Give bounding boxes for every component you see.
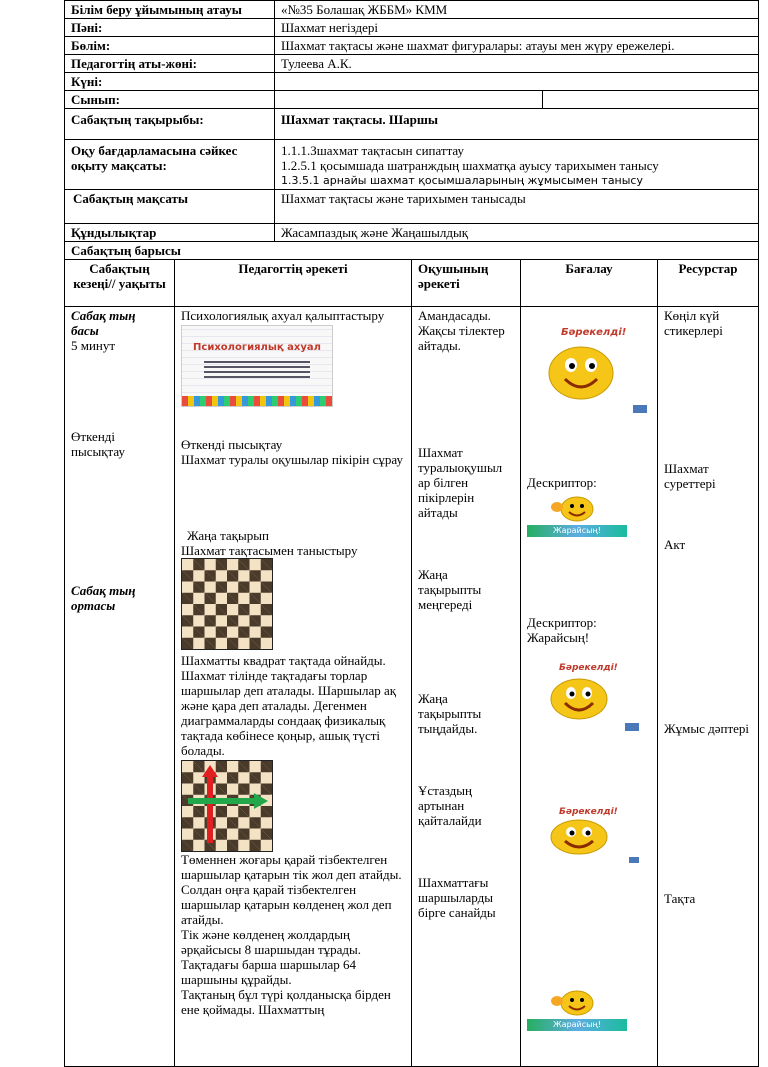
lesson-plan [64, 0, 758, 1067]
row-label: Бөлім: [65, 37, 275, 55]
horizontal-arrow-head [254, 793, 268, 809]
teacher-review-text: Шахмат туралы оқушылар пікірін сұрау [181, 452, 404, 467]
header-row [65, 1, 759, 19]
columns-row [65, 260, 759, 307]
smiley-icon-2 [545, 673, 615, 723]
row-label: Педагогтің аты-жөні: [65, 55, 275, 73]
objective-item: 1.3.5.1 арнайы шахмат қосымшаларының жұмысымен танысу [281, 174, 643, 187]
teacher-review-title: Өткенді пысықтау [181, 437, 283, 452]
resource-r3: Акт [664, 537, 686, 552]
teacher-para1: Шахматты квадрат тақтада ойнайды. Шахмат тілінде тақтадағы торлар шаршылар деп аталады. Шаршылар ақ және қара деп аталады. Дегенмен диаграммаларды сондаақ физикалық тақтада көбінесе қоңыр, ашық түсті болады. [181, 653, 397, 758]
descriptor-2-value: Жарайсың! [527, 630, 590, 645]
col-student: Оқушының әрекеті [412, 260, 521, 307]
play-icon-2 [625, 723, 639, 731]
row-value [275, 73, 759, 91]
resource-r5: Тақта [664, 891, 696, 906]
teacher-para5: Тақтаның бұл түрі қолданысқа бірден ене қоймады. Шахматтың [181, 987, 391, 1017]
smiley-icon-3 [545, 815, 615, 859]
col-teacher: Педагогтің әрекеті [175, 260, 412, 307]
header-row [65, 19, 759, 37]
jaraisyn-sticker-2 [527, 987, 627, 1031]
goal-row [65, 190, 759, 224]
topic-row [65, 109, 759, 140]
student-s2: Шахмат туралыоқушыл ар білген пікірлерін айтады [418, 445, 503, 520]
objectives-list [275, 140, 759, 190]
jaraisyn-banner: Жарайсың! [527, 525, 627, 537]
smiley-icon [541, 341, 621, 401]
row-label: Сынып: [65, 91, 275, 109]
resources-cell [658, 307, 759, 1067]
assessment-cell [521, 307, 658, 1067]
values-label: Құндылықтар [65, 224, 275, 242]
row-value-extra [543, 91, 759, 109]
objectives-row [65, 140, 759, 190]
barekeldi-text: Бәрекелді! [561, 327, 627, 338]
resource-r1: Көңіл күй стикерлері [664, 308, 723, 338]
content-row [65, 307, 759, 1067]
teacher-para3: Тік және көлденең жолдардың әрқайсысы 8 шаршыдан тұрады. [181, 927, 361, 957]
header-table [64, 0, 759, 242]
teacher-cell [175, 307, 412, 1067]
row-value: Тулеева А.К. [275, 55, 759, 73]
progress-title: Сабақтың барысы [65, 242, 759, 260]
col-resources: Ресурстар [658, 260, 759, 307]
descriptor-2-label: Дескриптор: [527, 615, 597, 630]
psych-image [181, 325, 333, 407]
col-assessment: Бағалау [521, 260, 658, 307]
objective-item: 1.1.1.Зшахмат тақтасын сипаттау [281, 143, 465, 158]
student-s6: Шахматтағы шаршыларды бірге санайды [418, 875, 496, 920]
header-row [65, 37, 759, 55]
row-value: Шахмат тақтасы және шахмат фигуралары: атауы мен жүру ережелері. [275, 37, 759, 55]
stage-start-time: 5 минут [71, 338, 116, 353]
row-value: «№35 Болашақ ЖББМ» КММ [275, 1, 759, 19]
play-icon [633, 405, 647, 413]
stage-cell [65, 307, 175, 1067]
chessboard-arrows-image [181, 760, 273, 852]
row-value: Шахмат негіздері [275, 19, 759, 37]
vertical-arrow-head [202, 765, 218, 777]
student-s1: Амандасады. Жақсы тілектер айтады. [418, 308, 505, 353]
topic-label: Сабақтың тақырыбы: [65, 109, 275, 140]
student-s4: Жаңа тақырыпты тыңдайды. [418, 691, 482, 736]
goal-label: Сабақтың мақсаты [65, 190, 275, 224]
thumbs-up-smiley-icon [549, 493, 599, 523]
goal-value: Шахмат тақтасы және тарихымен танысады [275, 190, 759, 224]
row-label: Білім беру ұйымының атауы [65, 1, 275, 19]
barekeldi-sticker-3 [545, 805, 645, 865]
progress-title-row [65, 242, 759, 260]
topic-value: Шахмат тақтасы. Шаршы [275, 109, 759, 140]
barekeldi-sticker-2 [545, 661, 645, 731]
values-value: Жасампаздық және Жаңашылдық [275, 224, 759, 242]
student-s3: Жаңа тақырыпты меңгереді [418, 567, 482, 612]
arrows-overlay [182, 761, 272, 851]
stage-start-title: Сабақ тың басы [71, 308, 136, 338]
student-cell [412, 307, 521, 1067]
barekeldi-sticker [535, 325, 651, 413]
resource-r2: Шахмат суреттері [664, 461, 716, 491]
stage-middle-title: Сабақ тың ортасы [71, 583, 136, 613]
teacher-intro: Шахмат тақтасымен таныстыру [181, 543, 358, 558]
teacher-psych: Психологиялық ахуал қалыптастыру [181, 308, 385, 323]
header-row [65, 55, 759, 73]
psych-image-title: Психологиялық ахуал [193, 342, 321, 353]
teacher-new-topic: Жаңа тақырып [187, 528, 269, 543]
progress-table [64, 241, 759, 1067]
header-row [65, 73, 759, 91]
teacher-para4: Тақтадағы барша шаршылар 64 шаршыны құрайды. [181, 957, 356, 987]
barekeldi-text-3: Бәрекелді! [559, 807, 618, 817]
header-row [65, 91, 759, 109]
col-stage: Сабақтың кезеңі// уақыты [65, 260, 175, 307]
objective-item: 1.2.5.1 қосымшада шатранждың шахматқа ауысу тарихымен танысу [281, 158, 659, 173]
descriptor-1: Дескриптор: [527, 475, 597, 490]
resource-r4: Жұмыс дәптері [664, 721, 750, 736]
play-icon-3 [629, 857, 639, 863]
thumbs-up-smiley-icon-2 [549, 987, 599, 1017]
row-label: Пәні: [65, 19, 275, 37]
stage-review: Өткенді пысықтау [71, 429, 125, 459]
psych-image-lines [182, 358, 332, 381]
psych-image-pencils [182, 396, 332, 406]
values-row [65, 224, 759, 242]
objectives-label: Оқу бағдарламасына сәйкес оқыту мақсаты: [65, 140, 275, 190]
jaraisyn-banner-2: Жарайсың! [527, 1019, 627, 1031]
row-value [275, 91, 543, 109]
student-s5: Ұстаздың артынан қайталайди [418, 783, 482, 828]
jaraisyn-sticker [527, 493, 627, 537]
barekeldi-text-2: Бәрекелді! [559, 663, 618, 673]
chessboard-image [181, 558, 273, 650]
row-label: Күні: [65, 73, 275, 91]
teacher-para2: Төменнен жоғары қарай тізбектелген шаршылар қатарын тік жол деп атайды. Солдан оңға қарай тізбектелген шаршылар қатарын көлденең жол деп атайды. [181, 852, 402, 927]
